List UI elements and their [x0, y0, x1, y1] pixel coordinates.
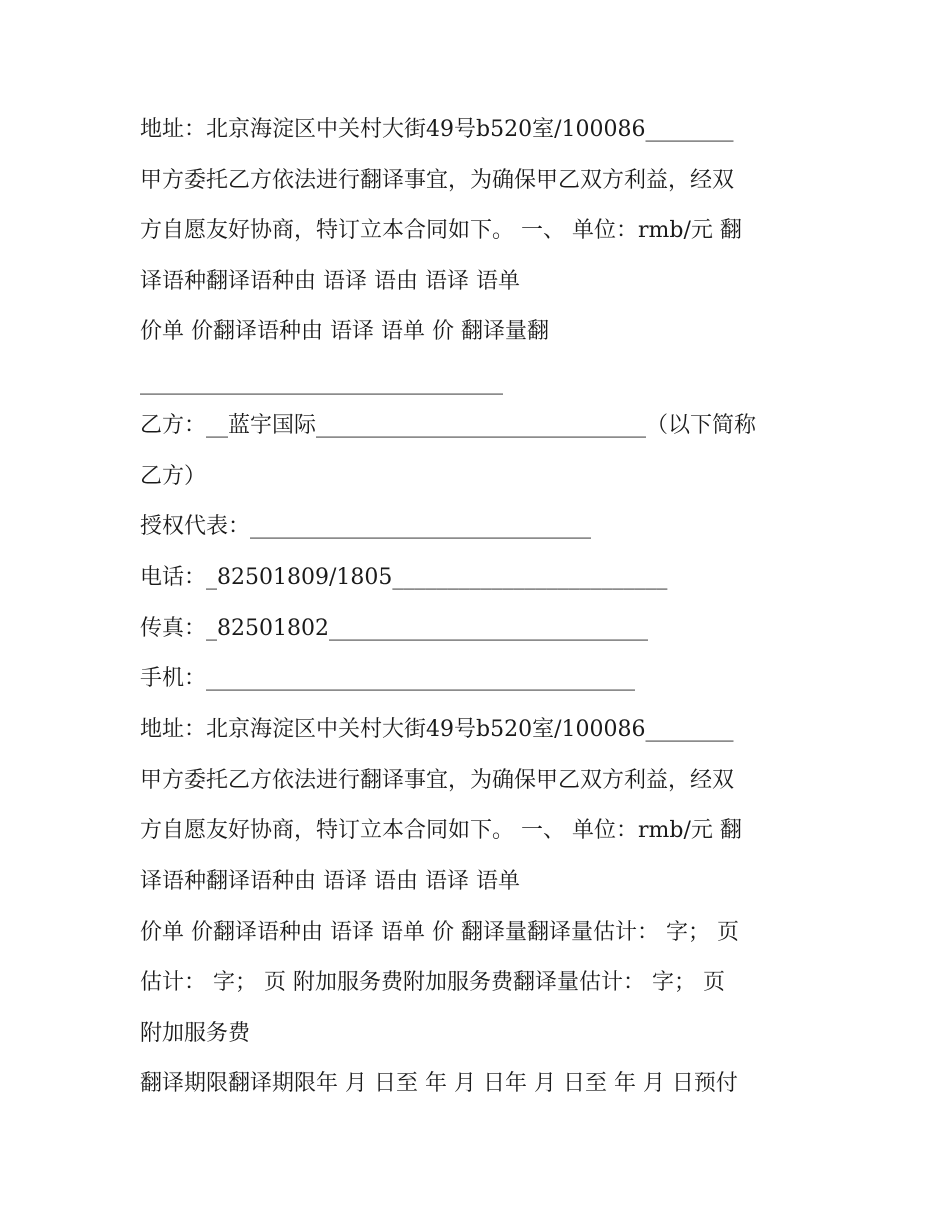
text-line-address-2: 地址：北京海淀区中关村大街49号b520室/100086________: [140, 717, 734, 742]
text-line-authorized-rep: 授权代表：_______________________________: [140, 514, 592, 539]
text-line-language-4: 价单 价翻译语种由 语译 语单 价 翻译量翻译量估计： 字； 页: [140, 920, 739, 945]
text-line-preamble-1: 甲方委托乙方依法进行翻译事宜，为确保甲乙双方利益，经双: [140, 168, 735, 193]
text-line-preamble-2: 方自愿友好协商，特订立本合同如下。 一、 单位：rmb/元 翻: [140, 218, 742, 243]
text-line-language-3: 译语种翻译语种由 语译 语由 语译 语单: [140, 869, 520, 894]
text-line-fax: 传真：_82501802_____________________________: [140, 616, 648, 641]
text-line-deadline: 翻译期限翻译期限年 月 日至 年 月 日年 月 日至 年 月 日预付: [140, 1071, 738, 1096]
text-line-language-2: 价单 价翻译语种由 语译 语单 价 翻译量翻: [140, 319, 549, 344]
text-line-phone: 电话：_82501809/1805_________________________: [140, 565, 668, 590]
text-line-blank-rule: _________________________________: [140, 370, 503, 395]
text-line-party-b: 乙方：__蓝宇国际______________________________（以下简称: [140, 413, 757, 438]
text-line-service-fee: 附加服务费: [140, 1021, 251, 1046]
text-line-language-1: 译语种翻译语种由 语译 语由 语译 语单: [140, 269, 520, 294]
text-line-party-b-cont: 乙方）: [140, 464, 207, 489]
text-line-preamble-4: 方自愿友好协商，特订立本合同如下。 一、 单位：rmb/元 翻: [140, 818, 742, 843]
text-line-estimate: 估计： 字； 页 附加服务费附加服务费翻译量估计： 字； 页: [140, 970, 725, 995]
text-line-preamble-3: 甲方委托乙方依法进行翻译事宜，为确保甲乙双方利益，经双: [140, 768, 735, 793]
text-line-mobile: 手机：_______________________________________: [140, 666, 636, 691]
text-line-address: 地址：北京海淀区中关村大街49号b520室/100086________: [140, 117, 734, 142]
